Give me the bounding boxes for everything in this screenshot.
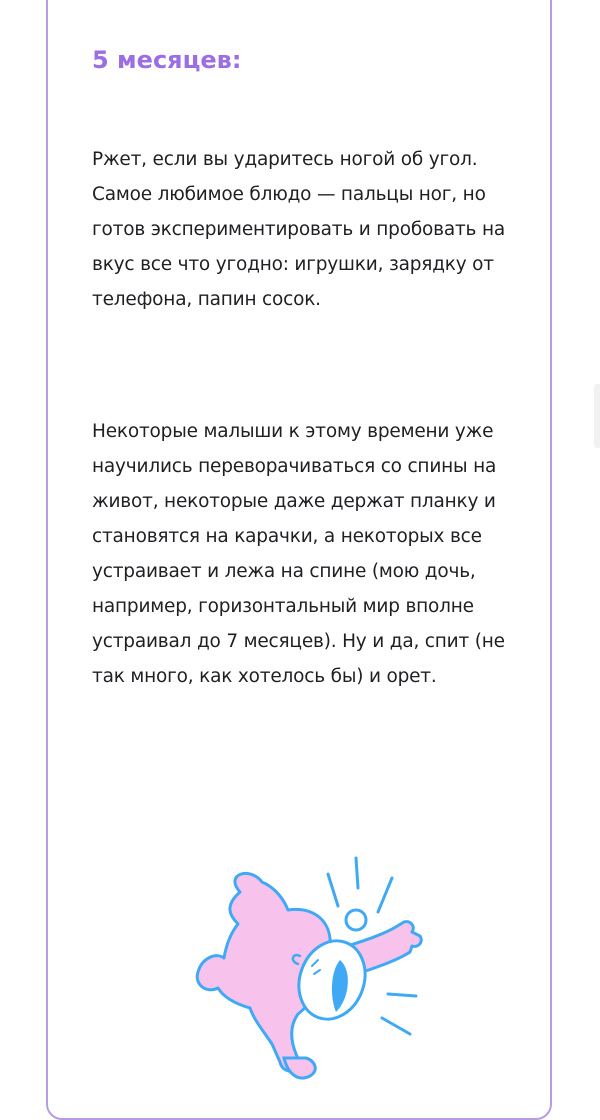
section-heading: 5 месяцев: [92, 46, 242, 74]
crying-baby-illustration [180, 848, 440, 1086]
paragraph-five-months-skills: Некоторые малыши к этому времени уже научились переворачиваться со спины на живот, некоторые даже держат планку и становятся на карачки, а некоторых все устраивает и лежа на спине (мою дочь, например, горизонтальный мир вполне устраивал до 7 месяцев). Ну и да, спит (не так много, как хотелось бы) и орет. [92, 421, 505, 687]
paragraph-five-months-habits: Ржет, если вы ударитесь ногой об угол. Самое любимое блюдо — пальцы ног, но готов экспериментировать и пробовать на вкус все что угодно: игрушки, зарядку от телефона, папин сосок. [92, 149, 505, 310]
baby-foot [284, 1058, 315, 1078]
page-edge-tab [594, 384, 600, 448]
baby-ear [346, 910, 366, 930]
